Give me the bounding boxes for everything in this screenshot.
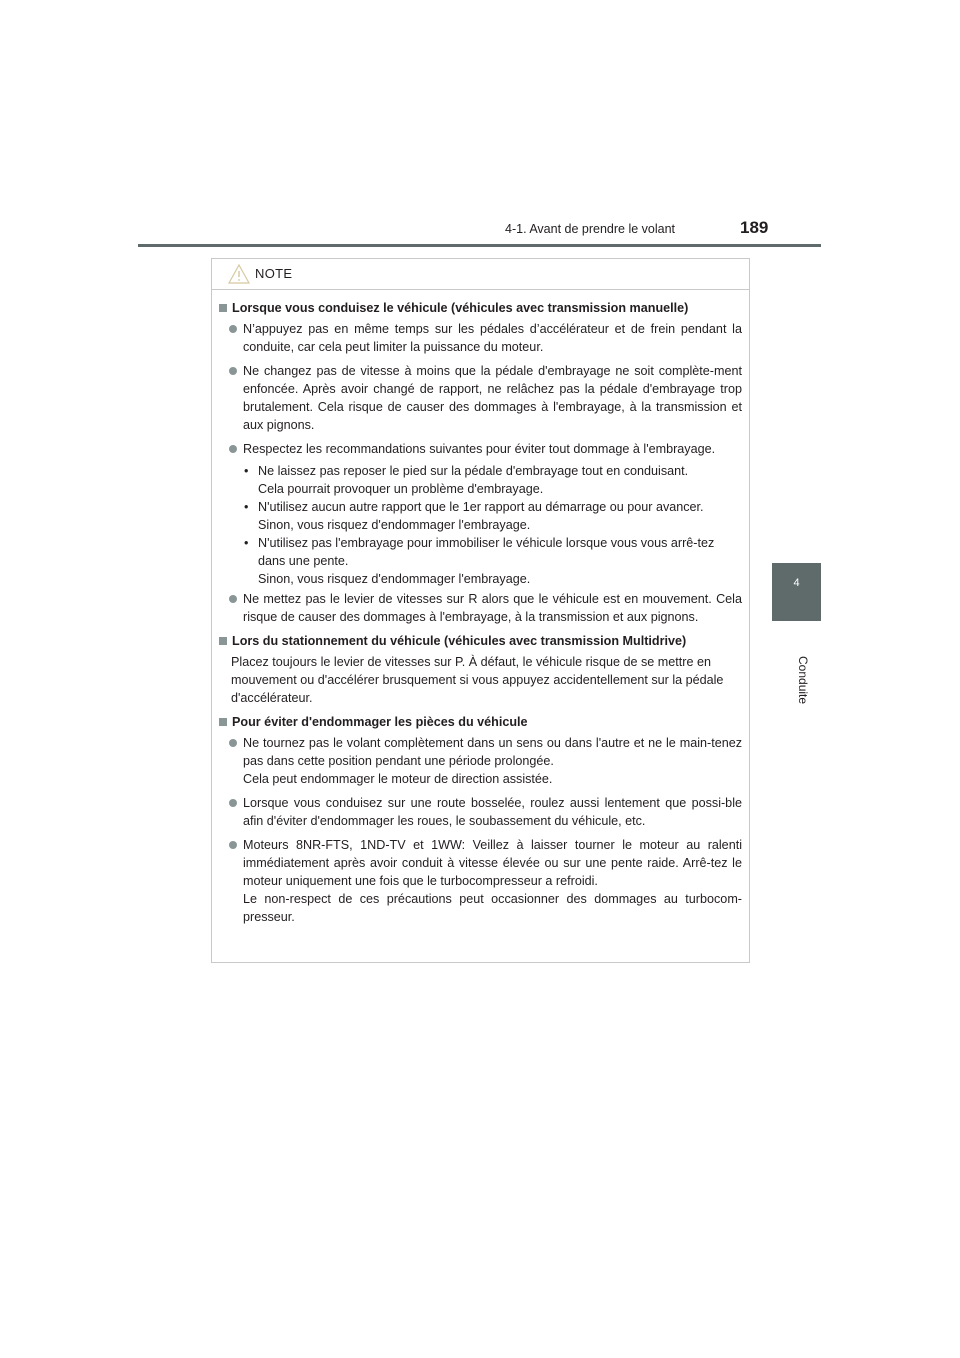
sub-list-item: • N'utilisez aucun autre rapport que le 1er rapport au démarrage ou pour avancer. Sinon, vous risquez d'endommager l'embrayage. <box>244 500 704 532</box>
chapter-label: Conduite <box>796 656 810 705</box>
sub-list-item: • Ne laissez pas reposer le pied sur la pédale d'embrayage tout en conduisant. Cela pourrait provoquer un problème d'embrayage. <box>244 464 689 496</box>
round-bullet-icon <box>229 595 237 603</box>
note-content <box>212 299 749 932</box>
round-bullet-icon <box>229 799 237 807</box>
section-heading: Lors du stationnement du véhicule (véhicules avec transmission Multidrive) <box>212 632 749 650</box>
list-item: Moteurs 8NR-FTS, 1ND-TV et 1WW: Veillez à laisser tourner le moteur au ralenti immédiatement après avoir conduit à vitesse élevée ou sur une pente raide. Arrê-tez le moteur uniquement une fois que le turbocompresseur a refroidi. Le non-respect de ces précautions peut occasionner des dommages au turbocom-presseur. <box>212 836 749 926</box>
round-bullet-icon <box>229 325 237 333</box>
list-item: Respectez les recommandations suivantes pour éviter tout dommage à l'embrayage. <box>212 440 749 458</box>
round-bullet-icon <box>229 841 237 849</box>
paragraph: Placez toujours le levier de vitesses sur P. À défaut, le véhicule risque de se mettre en mouvement ou d'accélérer brusquement si vous appuyez accidentellement sur la pédale d'accélérateur. <box>231 655 724 705</box>
list-item: Ne tournez pas le volant complètement dans un sens ou dans l'autre et ne le main-tenez pas dans cette position pendant une période prolongée. Cela peut endommager le moteur de direction assistée. <box>212 734 749 788</box>
warning-triangle-icon <box>228 264 250 289</box>
section-heading: Lorsque vous conduisez le véhicule (véhicules avec transmission manuelle) <box>212 299 749 317</box>
chapter-number: 4 <box>793 577 800 589</box>
list-item: Ne changez pas de vitesse à moins que la pédale d'embrayage ne soit complète-ment enfoncée. Après avoir changé de rapport, ne relâchez pas la pédale d'embrayage trop brutalement. Cela risque de causer des dommages à l'embrayage, à la transmission et aux pignons. <box>212 362 749 434</box>
note-header <box>212 259 749 290</box>
header-rule <box>138 244 821 247</box>
round-bullet-icon <box>229 739 237 747</box>
list-item: Ne mettez pas le levier de vitesses sur R alors que le véhicule est en mouvement. Cela risque de causer des dommages à l'embrayage, à la transmission et aux pignons. <box>212 590 749 626</box>
sub-list-item: • N'utilisez pas l'embrayage pour immobiliser le véhicule lorsque vous vous arrê-tez dans une pente. Sinon, vous risquez d'endommager l'embrayage. <box>244 536 715 586</box>
list-item: N’appuyez pas en même temps sur les pédales d’accélérateur et de frein pendant la conduite, car cela peut limiter la puissance du moteur. <box>212 320 749 356</box>
round-bullet-icon <box>229 445 237 453</box>
square-bullet-icon <box>219 304 227 312</box>
square-bullet-icon <box>219 718 227 726</box>
square-bullet-icon <box>219 637 227 645</box>
list-item: Lorsque vous conduisez sur une route bosselée, roulez aussi lentement que possi-ble afin d'éviter d'endommager les roues, le soubassement du véhicule, etc. <box>212 794 749 830</box>
page-number: 189 <box>740 218 769 237</box>
note-box <box>211 258 750 963</box>
round-bullet-icon <box>229 367 237 375</box>
section-header: 4-1. Avant de prendre le volant <box>505 222 676 236</box>
section-heading: Pour éviter d'endommager les pièces du véhicule <box>212 713 749 731</box>
chapter-tab <box>772 563 821 621</box>
note-title: NOTE <box>255 266 293 281</box>
